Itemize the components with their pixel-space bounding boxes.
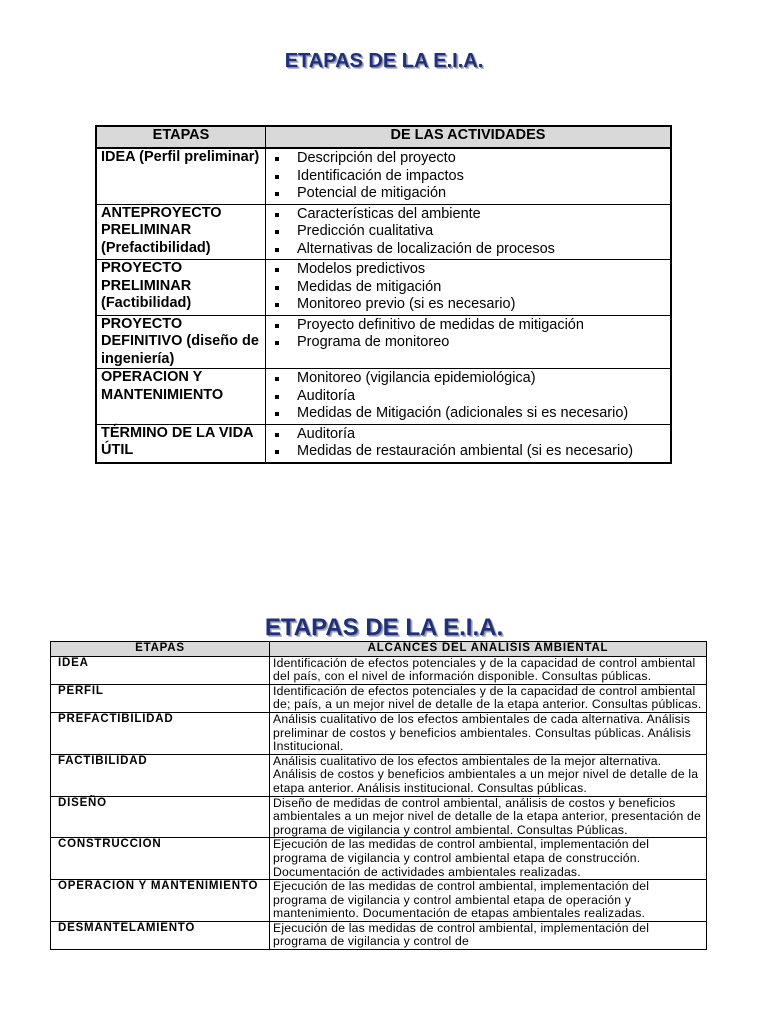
header-etapas: ETAPAS [51,642,270,657]
list-item: Monitoreo previo (si es necesario) [270,296,666,314]
activities-cell [266,369,672,425]
table-header-row [51,642,707,657]
table-row [96,369,671,425]
scope-cell: Ejecución de las medidas de control ambiental, implementación del programa de vigilancia y control ambiental etapa de construcción. Documentación de actividades ambientales realizadas. [270,838,707,880]
table-row [96,260,671,316]
stage-cell: CONSTRUCCION [51,838,270,880]
stage-cell: OPERACION Y MANTENIMIENTO [51,880,270,922]
stage-cell: PROYECTO PRELIMINAR (Factibilidad) [96,260,266,316]
table-header-row [96,126,671,148]
table-row [51,838,707,880]
stage-cell: IDEA [51,656,270,684]
stage-cell: TÉRMINO DE LA VIDA ÚTIL [96,424,266,463]
scope-cell: Identificación de efectos potenciales y de la capacidad de control ambiental de; país, a un mejor nivel de detalle de la etapa anterior. Consultas públicas. [270,684,707,712]
table-row [51,921,707,949]
activities-cell [266,148,672,204]
scope-cell: Identificación de efectos potenciales y de la capacidad de control ambiental del país, con el nivel de información disponible. Consultas públicas. [270,656,707,684]
table-row [96,204,671,260]
list-item: Alternativas de localización de procesos [270,241,666,259]
activities-cell [266,204,672,260]
list-item: Modelos predictivos [270,261,666,279]
table-row [51,880,707,922]
scope-cell: Ejecución de las medidas de control ambiental, implementación del programa de vigilancia y control de [270,921,707,949]
list-item: Predicción cualitativa [270,223,666,241]
scope-cell: Diseño de medidas de control ambiental, análisis de costos y beneficios ambientales a un mejor nivel de detalle de la etapa anterior, presentación de programa de vigilancia y control ambiental. Consultas Públicas. [270,796,707,838]
section-title: ETAPAS DE LA E.I.A. [264,614,504,641]
list-item: Potencial de mitigación [270,185,666,203]
scope-cell: Ejecución de las medidas de control ambiental, implementación del programa de vigilancia y control ambiental etapa de operación y mantenimiento. Documentación de etapas ambientales realizadas. [270,880,707,922]
list-item: Medidas de Mitigación (adicionales si es necesario) [270,405,666,423]
activity-list [270,150,666,203]
activity-list [270,206,666,259]
list-item: Proyecto definitivo de medidas de mitigación [270,317,666,335]
activities-table [95,125,672,464]
header-etapas: ETAPAS [96,126,266,148]
scope-cell: Análisis cualitativo de los efectos ambientales de la mejor alternativa. Análisis de costos y beneficios ambientales a un mejor nivel de detalle de la etapa anterior. Análisis institucional. Consultas públicas. [270,754,707,796]
list-item: Descripción del proyecto [270,150,666,168]
list-item: Auditoría [270,426,666,444]
header-actividades: DE LAS ACTIVIDADES [266,126,672,148]
scope-cell: Análisis cualitativo de los efectos ambientales de cada alternativa. Análisis preliminar de costos y beneficios ambientales. Consultas públicas. Análisis Institucional. [270,712,707,754]
table-row [96,424,671,463]
stage-cell: PREFACTIBILIDAD [51,712,270,754]
activity-list [270,317,666,352]
table-row [51,656,707,684]
list-item: Medidas de restauración ambiental (si es necesario) [270,443,666,461]
stage-cell: DESMANTELAMIENTO [51,921,270,949]
list-item: Medidas de mitigación [270,279,666,297]
stage-cell: DISEÑO [51,796,270,838]
list-item: Características del ambiente [270,206,666,224]
activity-list [270,261,666,314]
stage-cell: PROYECTO DEFINITIVO (diseño de ingeniería) [96,315,266,369]
scope-table [50,641,707,950]
activity-list [270,426,666,461]
table-row [96,148,671,204]
list-item: Identificación de impactos [270,168,666,186]
activities-cell [266,424,672,463]
table-row [51,684,707,712]
activities-cell [266,260,672,316]
page-title: ETAPAS DE LA E.I.A. [284,50,484,72]
table-row [51,754,707,796]
list-item: Monitoreo (vigilancia epidemiológica) [270,370,666,388]
table-row [96,315,671,369]
header-alcances: ALCANCES DEL ANALISIS AMBIENTAL [270,642,707,657]
table-row [51,712,707,754]
stage-cell: ANTEPROYECTO PRELIMINAR (Prefactibilidad) [96,204,266,260]
list-item: Programa de monitoreo [270,334,666,352]
list-item: Auditoría [270,388,666,406]
stage-cell: OPERACION Y MANTENIMIENTO [96,369,266,425]
stage-cell: IDEA (Perfil preliminar) [96,148,266,204]
stage-cell: FACTIBILIDAD [51,754,270,796]
activities-cell [266,315,672,369]
activity-list [270,370,666,423]
table-row [51,796,707,838]
stage-cell: PERFIL [51,684,270,712]
